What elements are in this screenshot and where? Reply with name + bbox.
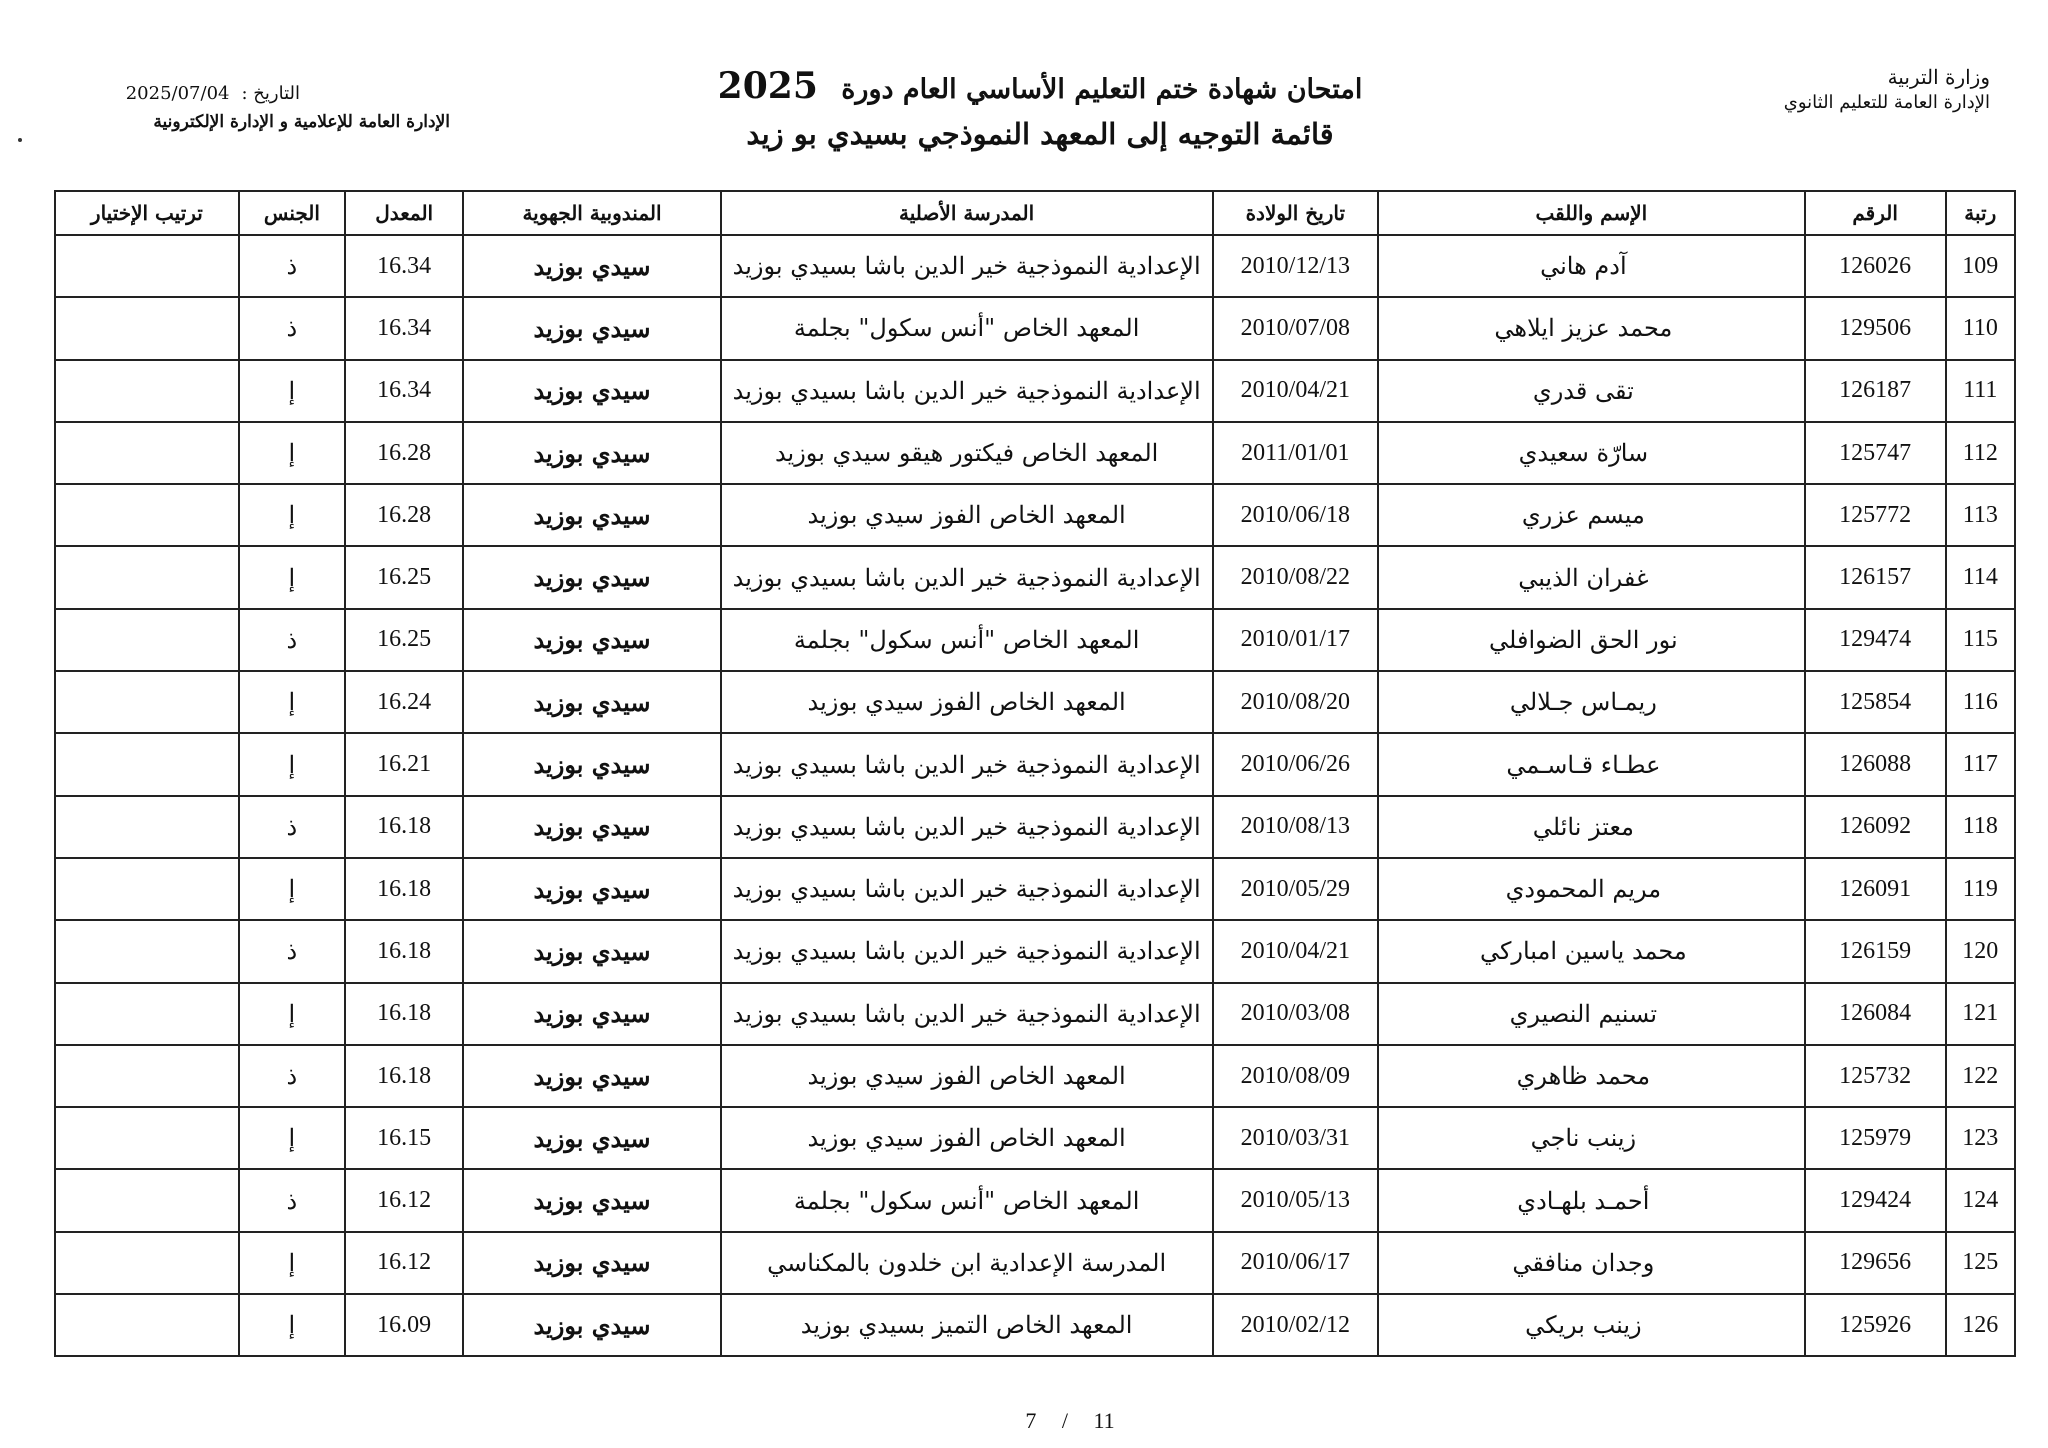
cell-choice-order <box>55 858 239 920</box>
cell-school: المعهد الخاص الفوز سيدي بوزيد <box>721 671 1213 733</box>
cell-dob: 2010/03/08 <box>1213 983 1378 1045</box>
ministry-header <box>1730 64 1990 116</box>
cell-gender: إ <box>239 733 345 795</box>
cell-school: الإعدادية النموذجية خير الدين باشا بسيدي بوزيد <box>721 796 1213 858</box>
scan-dot <box>18 138 22 142</box>
cell-average: 16.18 <box>345 858 463 920</box>
cell-school: الإعدادية النموذجية خير الدين باشا بسيدي بوزيد <box>721 733 1213 795</box>
cell-dob: 2010/02/12 <box>1213 1294 1378 1356</box>
cell-dob: 2010/08/20 <box>1213 671 1378 733</box>
cell-dob: 2010/01/17 <box>1213 609 1378 671</box>
cell-rank: 122 <box>1946 1045 2015 1107</box>
cell-name: زينب بريكي <box>1378 1294 1805 1356</box>
cell-id: 126092 <box>1805 796 1946 858</box>
cell-dob: 2010/06/18 <box>1213 484 1378 546</box>
cell-id: 129506 <box>1805 297 1946 359</box>
cell-average: 16.15 <box>345 1107 463 1169</box>
cell-gender: ذ <box>239 796 345 858</box>
table-body <box>55 235 2015 1356</box>
cell-gender: إ <box>239 858 345 920</box>
cell-choice-order <box>55 609 239 671</box>
cell-name: أحمـد بلهـادي <box>1378 1169 1805 1231</box>
cell-rank: 109 <box>1946 235 2015 297</box>
table-row <box>55 733 2015 795</box>
list-title: قائمة التوجيه إلى المعهد النموذجي بسيدي بو زيد <box>746 117 1334 151</box>
cell-region: سيدي بوزيد <box>463 858 720 920</box>
cell-school: الإعدادية النموذجية خير الدين باشا بسيدي بوزيد <box>721 235 1213 297</box>
document-title <box>660 66 1420 158</box>
cell-id: 126026 <box>1805 235 1946 297</box>
column-header-rank: رتبة <box>1946 191 2015 235</box>
table-row <box>55 1045 2015 1107</box>
cell-region: سيدي بوزيد <box>463 796 720 858</box>
column-header-gender: الجنس <box>239 191 345 235</box>
column-header-choice-order: ترتيب الإختيار <box>55 191 239 235</box>
cell-school: الإعدادية النموذجية خير الدين باشا بسيدي بوزيد <box>721 983 1213 1045</box>
cell-name: سارّة سعيدي <box>1378 422 1805 484</box>
cell-dob: 2010/03/31 <box>1213 1107 1378 1169</box>
cell-rank: 119 <box>1946 858 2015 920</box>
cell-choice-order <box>55 920 239 982</box>
department-name: الإدارة العامة للإعلامية و الإدارة الإلكترونية <box>153 112 450 132</box>
page-separator: / <box>1061 1408 1068 1433</box>
cell-average: 16.18 <box>345 796 463 858</box>
cell-average: 16.09 <box>345 1294 463 1356</box>
column-header-dob: تاريخ الولادة <box>1213 191 1378 235</box>
cell-gender: إ <box>239 1107 345 1169</box>
table-row <box>55 360 2015 422</box>
cell-school: الإعدادية النموذجية خير الدين باشا بسيدي بوزيد <box>721 858 1213 920</box>
orientation-table <box>54 190 2016 1357</box>
cell-name: ميسم عزري <box>1378 484 1805 546</box>
cell-choice-order <box>55 1107 239 1169</box>
cell-id: 125979 <box>1805 1107 1946 1169</box>
cell-rank: 115 <box>1946 609 2015 671</box>
cell-rank: 120 <box>1946 920 2015 982</box>
cell-name: تسنيم النصيري <box>1378 983 1805 1045</box>
cell-choice-order <box>55 235 239 297</box>
cell-name: نور الحق الضوافلي <box>1378 609 1805 671</box>
cell-gender: إ <box>239 422 345 484</box>
cell-choice-order <box>55 1294 239 1356</box>
table-row <box>55 609 2015 671</box>
cell-average: 16.12 <box>345 1232 463 1294</box>
cell-region: سيدي بوزيد <box>463 733 720 795</box>
cell-id: 129656 <box>1805 1232 1946 1294</box>
cell-school: المعهد الخاص فيكتور هيقو سيدي بوزيد <box>721 422 1213 484</box>
cell-average: 16.24 <box>345 671 463 733</box>
cell-school: المعهد الخاص الفوز سيدي بوزيد <box>721 1107 1213 1169</box>
cell-rank: 114 <box>1946 546 2015 608</box>
cell-region: سيدي بوزيد <box>463 671 720 733</box>
column-header-region: المندوبية الجهوية <box>463 191 720 235</box>
table-row <box>55 796 2015 858</box>
cell-choice-order <box>55 796 239 858</box>
table-row <box>55 297 2015 359</box>
cell-school: المعهد الخاص التميز بسيدي بوزيد <box>721 1294 1213 1356</box>
cell-id: 126088 <box>1805 733 1946 795</box>
cell-rank: 125 <box>1946 1232 2015 1294</box>
table-row <box>55 1169 2015 1231</box>
cell-name: ريمـاس جـلالي <box>1378 671 1805 733</box>
cell-id: 126084 <box>1805 983 1946 1045</box>
page-total: 11 <box>1093 1408 1115 1433</box>
cell-gender: إ <box>239 1232 345 1294</box>
cell-dob: 2010/06/17 <box>1213 1232 1378 1294</box>
cell-gender: ذ <box>239 235 345 297</box>
cell-region: سيدي بوزيد <box>463 609 720 671</box>
cell-rank: 121 <box>1946 983 2015 1045</box>
cell-average: 16.28 <box>345 484 463 546</box>
cell-choice-order <box>55 360 239 422</box>
table-row <box>55 1107 2015 1169</box>
cell-school: المعهد الخاص "أنس سكول" بجلمة <box>721 1169 1213 1231</box>
cell-id: 125732 <box>1805 1045 1946 1107</box>
cell-region: سيدي بوزيد <box>463 1107 720 1169</box>
page-number <box>1000 1408 1140 1434</box>
date-row <box>70 80 450 108</box>
cell-choice-order <box>55 422 239 484</box>
cell-average: 16.34 <box>345 360 463 422</box>
cell-rank: 112 <box>1946 422 2015 484</box>
cell-region: سيدي بوزيد <box>463 1294 720 1356</box>
cell-id: 126159 <box>1805 920 1946 982</box>
cell-id: 126157 <box>1805 546 1946 608</box>
cell-choice-order <box>55 546 239 608</box>
cell-region: سيدي بوزيد <box>463 297 720 359</box>
table-row <box>55 1294 2015 1356</box>
table-row <box>55 920 2015 982</box>
cell-id: 126187 <box>1805 360 1946 422</box>
table-row <box>55 235 2015 297</box>
cell-dob: 2010/08/09 <box>1213 1045 1378 1107</box>
directorate-name: الإدارة العامة للتعليم الثانوي <box>1783 92 1990 113</box>
date-block <box>70 80 450 136</box>
cell-gender: إ <box>239 1294 345 1356</box>
cell-school: المعهد الخاص "أنس سكول" بجلمة <box>721 609 1213 671</box>
cell-id: 125926 <box>1805 1294 1946 1356</box>
cell-name: تقى قدري <box>1378 360 1805 422</box>
column-header-id: الرقم <box>1805 191 1946 235</box>
column-header-name: الإسم واللقب <box>1378 191 1805 235</box>
cell-dob: 2010/06/26 <box>1213 733 1378 795</box>
cell-dob: 2010/12/13 <box>1213 235 1378 297</box>
cell-id: 125747 <box>1805 422 1946 484</box>
cell-name: غفران الذيبي <box>1378 546 1805 608</box>
cell-id: 125772 <box>1805 484 1946 546</box>
cell-average: 16.12 <box>345 1169 463 1231</box>
column-header-average: المعدل <box>345 191 463 235</box>
cell-gender: إ <box>239 360 345 422</box>
cell-rank: 126 <box>1946 1294 2015 1356</box>
table-row <box>55 484 2015 546</box>
cell-school: المعهد الخاص الفوز سيدي بوزيد <box>721 484 1213 546</box>
cell-dob: 2010/07/08 <box>1213 297 1378 359</box>
cell-average: 16.21 <box>345 733 463 795</box>
exam-title <box>660 66 1420 110</box>
cell-name: مريم المحمودي <box>1378 858 1805 920</box>
cell-average: 16.34 <box>345 235 463 297</box>
cell-id: 126091 <box>1805 858 1946 920</box>
table-row <box>55 422 2015 484</box>
cell-choice-order <box>55 484 239 546</box>
cell-average: 16.18 <box>345 983 463 1045</box>
cell-region: سيدي بوزيد <box>463 360 720 422</box>
cell-rank: 111 <box>1946 360 2015 422</box>
cell-region: سيدي بوزيد <box>463 1045 720 1107</box>
cell-dob: 2011/01/01 <box>1213 422 1378 484</box>
cell-choice-order <box>55 297 239 359</box>
cell-gender: ذ <box>239 297 345 359</box>
cell-id: 129474 <box>1805 609 1946 671</box>
cell-rank: 117 <box>1946 733 2015 795</box>
cell-school: المدرسة الإعدادية ابن خلدون بالمكناسي <box>721 1232 1213 1294</box>
cell-name: محمد ياسين امباركي <box>1378 920 1805 982</box>
cell-region: سيدي بوزيد <box>463 920 720 982</box>
cell-average: 16.34 <box>345 297 463 359</box>
cell-average: 16.18 <box>345 1045 463 1107</box>
cell-gender: ذ <box>239 1169 345 1231</box>
cell-choice-order <box>55 733 239 795</box>
cell-gender: إ <box>239 671 345 733</box>
cell-choice-order <box>55 1232 239 1294</box>
cell-choice-order <box>55 671 239 733</box>
cell-school: الإعدادية النموذجية خير الدين باشا بسيدي بوزيد <box>721 546 1213 608</box>
page-current: 7 <box>1025 1408 1037 1433</box>
table-header-row <box>55 191 2015 235</box>
cell-average: 16.28 <box>345 422 463 484</box>
cell-id: 125854 <box>1805 671 1946 733</box>
cell-name: آدم هاني <box>1378 235 1805 297</box>
cell-rank: 118 <box>1946 796 2015 858</box>
table-row <box>55 546 2015 608</box>
cell-gender: ذ <box>239 920 345 982</box>
cell-region: سيدي بوزيد <box>463 1232 720 1294</box>
column-header-school: المدرسة الأصلية <box>721 191 1213 235</box>
date-value: 2025/07/04 <box>125 83 230 104</box>
cell-dob: 2010/05/29 <box>1213 858 1378 920</box>
cell-dob: 2010/04/21 <box>1213 920 1378 982</box>
cell-choice-order <box>55 1169 239 1231</box>
table-row <box>55 1232 2015 1294</box>
cell-dob: 2010/05/13 <box>1213 1169 1378 1231</box>
cell-school: المعهد الخاص "أنس سكول" بجلمة <box>721 297 1213 359</box>
cell-rank: 110 <box>1946 297 2015 359</box>
cell-dob: 2010/08/13 <box>1213 796 1378 858</box>
cell-choice-order <box>55 1045 239 1107</box>
cell-name: عطـاء قـاسـمي <box>1378 733 1805 795</box>
exam-title-text: امتحان شهادة ختم التعليم الأساسي العام دورة <box>841 74 1363 105</box>
table-row <box>55 858 2015 920</box>
cell-dob: 2010/08/22 <box>1213 546 1378 608</box>
cell-rank: 123 <box>1946 1107 2015 1169</box>
table-row <box>55 671 2015 733</box>
cell-region: سيدي بوزيد <box>463 546 720 608</box>
cell-dob: 2010/04/21 <box>1213 360 1378 422</box>
cell-gender: إ <box>239 983 345 1045</box>
table-row <box>55 983 2015 1045</box>
cell-id: 129424 <box>1805 1169 1946 1231</box>
cell-school: الإعدادية النموذجية خير الدين باشا بسيدي بوزيد <box>721 920 1213 982</box>
cell-gender: إ <box>239 546 345 608</box>
cell-choice-order <box>55 983 239 1045</box>
cell-name: معتز نائلي <box>1378 796 1805 858</box>
date-label: التاريخ : <box>241 83 300 104</box>
cell-rank: 124 <box>1946 1169 2015 1231</box>
cell-school: المعهد الخاص الفوز سيدي بوزيد <box>721 1045 1213 1107</box>
cell-name: وجدان منافقي <box>1378 1232 1805 1294</box>
cell-region: سيدي بوزيد <box>463 1169 720 1231</box>
cell-gender: ذ <box>239 609 345 671</box>
cell-region: سيدي بوزيد <box>463 235 720 297</box>
cell-gender: إ <box>239 484 345 546</box>
cell-name: زينب ناجي <box>1378 1107 1805 1169</box>
cell-average: 16.25 <box>345 546 463 608</box>
cell-name: محمد ظاهري <box>1378 1045 1805 1107</box>
cell-rank: 116 <box>1946 671 2015 733</box>
cell-gender: ذ <box>239 1045 345 1107</box>
exam-year: 2025 <box>717 65 818 107</box>
cell-region: سيدي بوزيد <box>463 422 720 484</box>
cell-region: سيدي بوزيد <box>463 983 720 1045</box>
cell-school: الإعدادية النموذجية خير الدين باشا بسيدي بوزيد <box>721 360 1213 422</box>
cell-rank: 113 <box>1946 484 2015 546</box>
cell-average: 16.25 <box>345 609 463 671</box>
cell-region: سيدي بوزيد <box>463 484 720 546</box>
ministry-name: وزارة التربية <box>1887 65 1990 89</box>
cell-average: 16.18 <box>345 920 463 982</box>
cell-name: محمد عزيز ايلاهي <box>1378 297 1805 359</box>
